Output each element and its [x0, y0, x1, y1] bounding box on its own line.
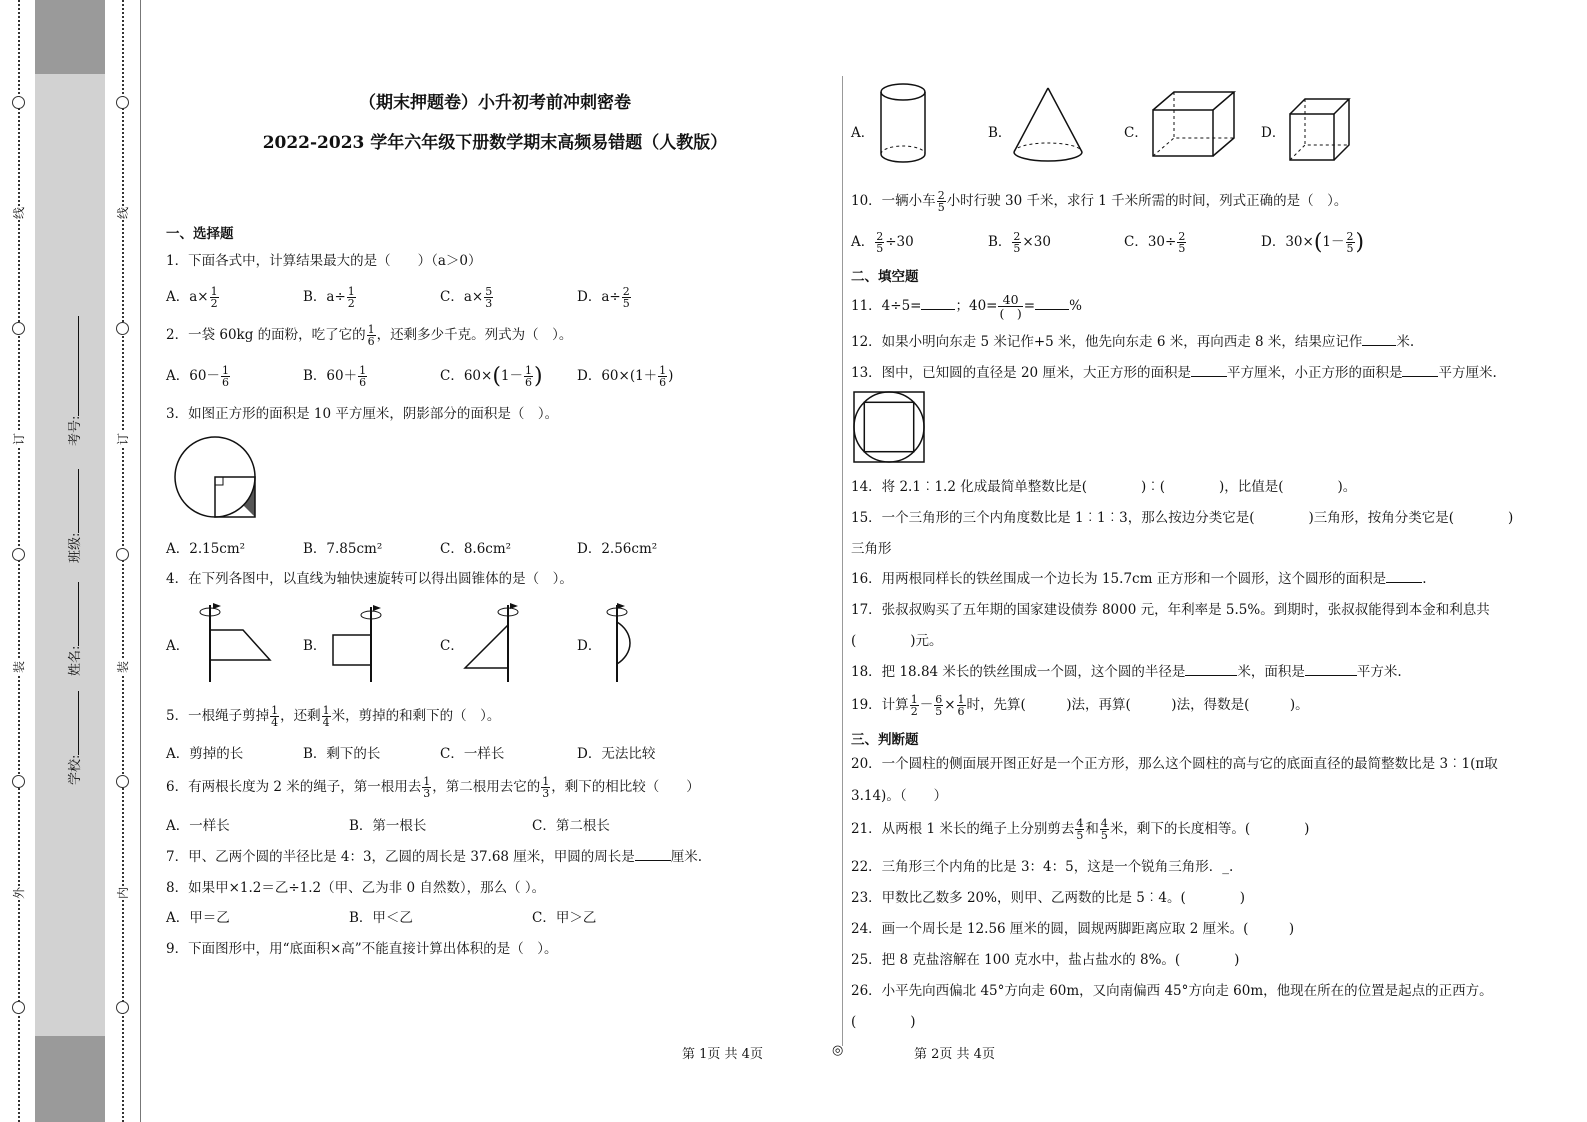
binding-char: 装 [12, 661, 26, 674]
page-subtitle: 2022-2023 学年六年级下册数学期末高频易错题（人教版） [262, 133, 728, 153]
question-2: 2．一袋 60kg 的面粉，吃了它的 $\frac{1}{6}$ ，还剩多少千克。列式为（ ）。 [166, 323, 573, 348]
section-heading: 一、选择题 [166, 226, 234, 242]
binding-char: 线 [12, 207, 26, 220]
cylinder-figure [878, 82, 928, 166]
binding-hole [12, 1001, 25, 1014]
q10-option-c[interactable]: C．30÷ $\frac{2}{5}$ [1124, 230, 1186, 255]
question-20-line2: 3.14)。（ ） [851, 788, 948, 804]
binding-char: 线 [116, 207, 130, 220]
q5-option-d[interactable]: D．无法比较 [577, 746, 656, 762]
class-field[interactable]: 班级: [64, 469, 83, 563]
question-4: 4．在下列各图中，以直线为轴快速旋转可以得出圆锥体的是（ ）。 [166, 571, 573, 587]
gray-block-bottom [35, 1036, 105, 1122]
q3-option-a[interactable]: A．2.15cm² [166, 541, 246, 557]
question-18: 18．把 18.84 米长的铁丝围成一个圆，这个圆的半径是 米，面积是 平方米. [851, 664, 1402, 680]
question-15: 15．一个三角形的三个内角度数比是 1︰1︰3，那么按边分类它是( )三角形，按角分类它是( ) [851, 510, 1514, 526]
question-20: 20．一个圆柱的侧面展开图正好是一个正方形，那么这个圆柱的高与它的底面直径的最简整数比是 3︰1(π取 [851, 756, 1498, 772]
cuboid-figure [1150, 88, 1236, 162]
school-field[interactable]: 学校: [64, 691, 83, 785]
q6-option-b[interactable]: B．第一根长 [349, 818, 427, 834]
q2-option-a[interactable]: A．60－ $\frac{1}{6}$ [166, 364, 229, 389]
question-3: 3．如图正方形的面积是 10 平方厘米，阴影部分的面积是（ ）。 [166, 406, 559, 422]
q3-option-b[interactable]: B．7.85cm² [303, 541, 383, 557]
q3-option-c[interactable]: C．8.6cm² [440, 541, 512, 557]
binding-hole [12, 96, 25, 109]
q4-trapezoid-figure [195, 600, 275, 685]
question-1: 1．下面各式中，计算结果最大的是（ ）（a＞0） [166, 253, 482, 269]
q9-option-b[interactable]: B． [988, 125, 1012, 141]
q3-circle-square-figure [170, 432, 266, 528]
page-divider [842, 76, 843, 1046]
question-12: 12．如果小明向东走 5 米记作+5 米，他先向东走 6 米，再向西走 8 米，结果应记作 米. [851, 334, 1415, 350]
q1-option-c[interactable]: C．a× $\frac{5}{3}$ [440, 285, 493, 310]
q2-option-c[interactable]: C．60×(1－ $\frac{1}{6}$ ) [440, 364, 543, 389]
binding-hole [116, 548, 129, 561]
question-17-line2: ( )元。 [851, 633, 943, 649]
outer-dotted-line [18, 0, 20, 1122]
q10-option-b[interactable]: B． $\frac{2}{5}$ ×30 [988, 230, 1051, 255]
page-number-left: 第 1页 共 4页 [682, 1047, 763, 1062]
inner-dotted-line [122, 0, 124, 1122]
question-26-line2: ( ) [851, 1014, 916, 1030]
question-14: 14．将 2.1︰1.2 化成最简单整数比是( )︰( )，比值是( )。 [851, 479, 1357, 495]
q4-triangle-figure [460, 600, 530, 685]
q1-option-b[interactable]: B．a÷ $\frac{1}{2}$ [303, 285, 355, 310]
binding-hole [12, 548, 25, 561]
q9-option-d[interactable]: D． [1261, 125, 1286, 141]
question-25: 25．把 8 克盐溶解在 100 克水中，盐占盐水的 8%。( ) [851, 952, 1240, 968]
section-heading: 二、填空题 [851, 269, 919, 285]
binding-char: 订 [12, 433, 26, 446]
q5-option-a[interactable]: A．剪掉的长 [166, 746, 244, 762]
binding-char: 外 [12, 887, 26, 900]
q13-nested-squares-figure [852, 390, 926, 464]
question-13: 13．图中，已知圆的直径是 20 厘米，大正方形的面积是 平方厘米，小正方形的面积是 平方厘米. [851, 365, 1497, 381]
q5-option-c[interactable]: C．一样长 [440, 746, 505, 762]
exam-id-field[interactable]: 考号: [64, 316, 83, 446]
question-10: 10．一辆小车 $\frac{2}{5}$ 小时行驶 30 千米，求行 1 千米所需的时间，列式正确的是（ ）。 [851, 189, 1348, 214]
binding-hole [12, 775, 25, 788]
binding-hole [116, 775, 129, 788]
q4-option-d[interactable]: D． [577, 638, 602, 654]
q9-option-c[interactable]: C． [1124, 125, 1148, 141]
question-19: 19．计算 $\frac{1}{2}$ － $\frac{6}{5}$ × $\frac{1}{6}$ 时，先算( )法，再算( )法，得数是( )。 [851, 693, 1309, 718]
binding-hole [12, 322, 25, 335]
name-field[interactable]: 姓名: [64, 582, 83, 676]
page-number-right: 第 2页 共 4页 [914, 1047, 995, 1062]
binding-hole [116, 322, 129, 335]
question-8: 8．如果甲×1.2＝乙÷1.2（甲、乙为非 0 自然数），那么（ ）。 [166, 880, 546, 896]
q9-option-a[interactable]: A． [851, 125, 875, 141]
question-5: 5．一根绳子剪掉 $\frac{1}{4}$ ，还剩 $\frac{1}{4}$ 米，剪掉的和剩下的（ ）。 [166, 704, 501, 729]
q5-option-b[interactable]: B．剩下的长 [303, 746, 381, 762]
q3-option-d[interactable]: D．2.56cm² [577, 541, 658, 557]
binding-margin [0, 0, 148, 1122]
q4-option-a[interactable]: A． [166, 638, 190, 654]
binding-char: 装 [116, 661, 130, 674]
footer-mark: ◎ [832, 1043, 844, 1058]
q10-option-a[interactable]: A． $\frac{2}{5}$ ÷30 [851, 230, 914, 255]
question-16: 16．用两根同样长的铁丝围成一个边长为 15.7cm 正方形和一个圆形，这个圆形的面积是 . [851, 571, 1427, 587]
q1-option-a[interactable]: A．a× $\frac{1}{2}$ [166, 285, 218, 310]
q6-option-a[interactable]: A．一样长 [166, 818, 230, 834]
section-heading: 三、判断题 [851, 732, 919, 748]
q10-option-d[interactable]: D．30×(1－ $\frac{2}{5}$ ) [1261, 230, 1365, 255]
q4-option-c[interactable]: C． [440, 638, 464, 654]
question-26: 26．小平先向西偏北 45°方向走 60m，又向南偏西 45°方向走 60m，他现在所在的位置是起点的正西方。 [851, 983, 1493, 999]
binding-hole [116, 1001, 129, 1014]
question-21: 21．从两根 1 米长的绳子上分别剪去 $\frac{4}{5}$ 和 $\frac{4}{5}$ 米，剩下的长度相等。( ) [851, 817, 1310, 842]
cube-figure [1287, 96, 1351, 166]
q6-option-c[interactable]: C．第二根长 [532, 818, 610, 834]
question-22: 22．三角形三个内角的比是 3：4：5，这是一个锐角三角形．_. [851, 859, 1234, 875]
q8-option-c[interactable]: C．甲＞乙 [532, 910, 597, 926]
q4-option-b[interactable]: B． [303, 638, 327, 654]
question-7: 7．甲、乙两个圆的半径比是 4：3，乙圆的周长是 37.68 厘米，甲圆的周长是 厘米. [166, 849, 703, 865]
q4-semicircle-figure [597, 600, 667, 685]
q8-option-b[interactable]: B．甲＜乙 [349, 910, 413, 926]
question-24: 24．画一个周长是 12.56 厘米的圆，圆规两脚距离应取 2 厘米。( ) [851, 921, 1295, 937]
q2-option-d[interactable]: D．60×(1＋ $\frac{1}{6}$ ) [577, 364, 674, 389]
binding-char: 内 [116, 887, 130, 900]
binding-hole [116, 96, 129, 109]
binding-char: 订 [116, 433, 130, 446]
question-9: 9．下面图形中，用“底面积×高”不能直接计算出体积的是（ ）。 [166, 941, 558, 957]
question-15-line2: 三角形 [851, 541, 892, 557]
question-23: 23．甲数比乙数多 20%，则甲、乙两数的比是 5︰4。( ) [851, 890, 1245, 906]
cone-figure [1010, 84, 1086, 166]
q4-rectangle-figure [323, 600, 393, 685]
q8-option-a[interactable]: A．甲＝乙 [166, 910, 230, 926]
q1-option-d[interactable]: D．a÷ $\frac{2}{5}$ [577, 285, 630, 310]
q2-option-b[interactable]: B．60＋ $\frac{1}{6}$ [303, 364, 367, 389]
question-17: 17．张叔叔购买了五年期的国家建设债券 8000 元，年利率是 5.5%。到期时，张叔叔能得到本金和利息共 [851, 602, 1490, 618]
binding-edge-line [140, 0, 141, 1122]
question-11: 11．4÷5= ；40= $\frac{40}{( )}$ = % [851, 292, 1082, 321]
gray-block-top [35, 0, 105, 74]
question-6: 6．有两根长度为 2 米的绳子，第一根用去 $\frac{1}{3}$ ，第二根用去它的 $\frac{1}{3}$ ，剩下的相比较（ ） [166, 775, 700, 800]
page-title: （期末押题卷）小升初考前冲刺密卷 [359, 93, 631, 113]
